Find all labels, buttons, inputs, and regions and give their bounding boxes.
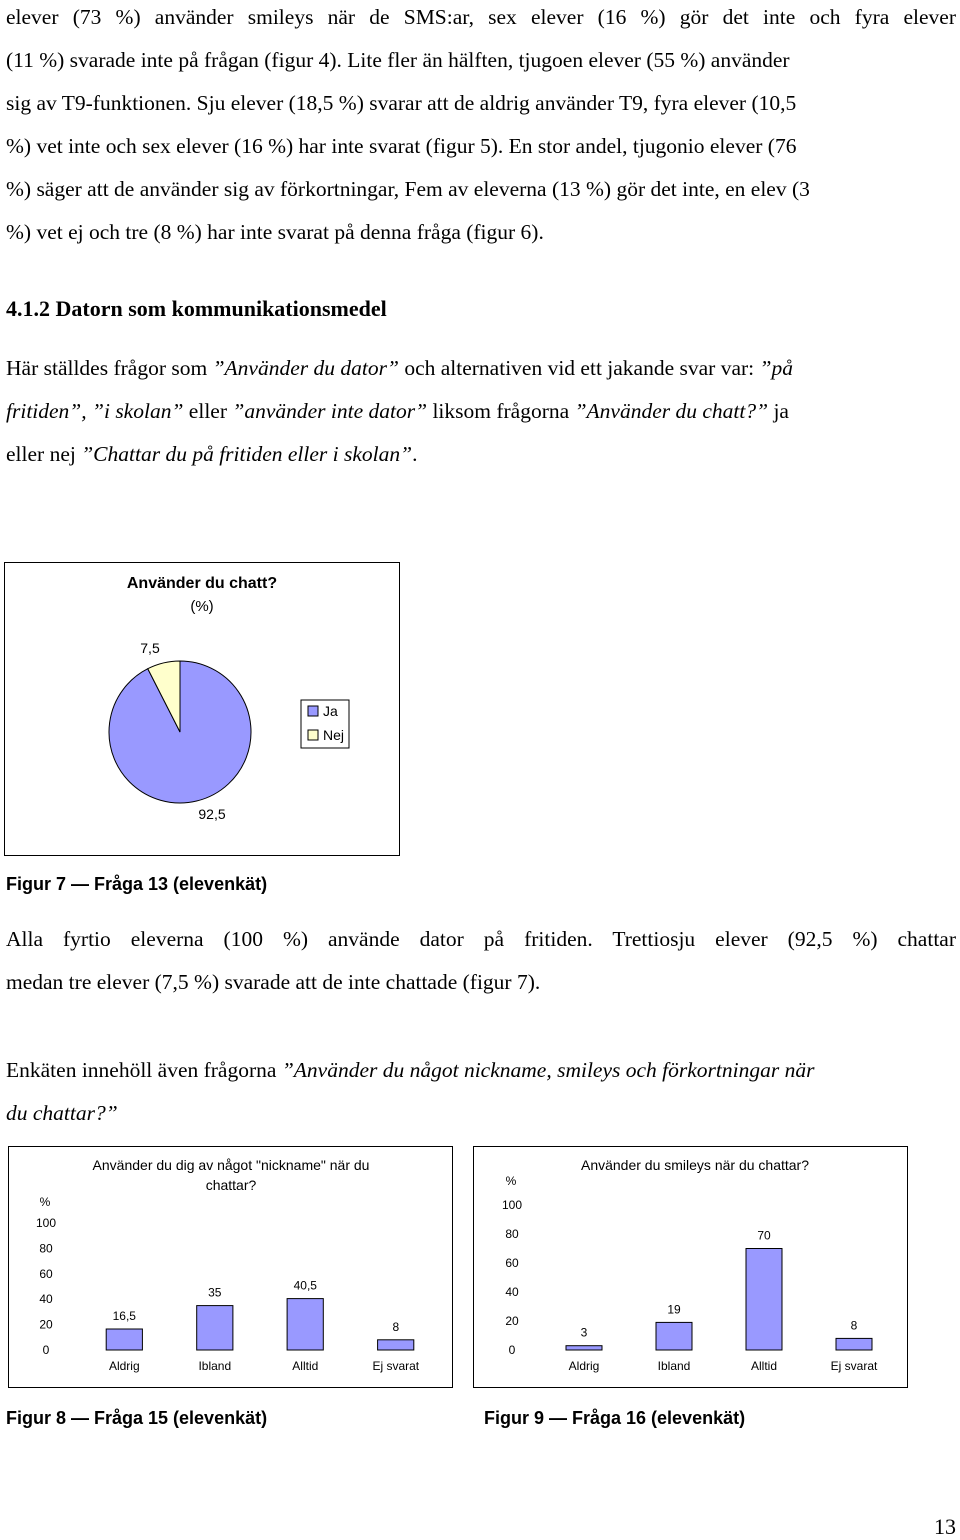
legend-swatch-nej [308,730,318,740]
text-span: och alternativen vid ett jakande svar var: [398,356,760,380]
text-line [6,433,956,476]
text-span: liksom frågorna [427,399,575,423]
legend-swatch-ja [308,706,318,716]
legend-label-nej: Nej [323,727,345,743]
text-span: Här ställdes frågor som [6,356,213,380]
text-line: (11 %) svarade inte på frågan (figur 4). Lite fler än hälften, tjugoen elever (55 %) använder [6,48,790,72]
category-label: Alltid [750,1359,778,1373]
category-label: Aldrig [568,1359,600,1373]
data-label-nej: 7,5 [140,640,160,656]
bar-value-label: 16,5 [112,1309,136,1323]
survey-paragraph [6,1049,956,1135]
bar-ej-svarat [378,1340,414,1350]
text-span: eller nej [6,442,82,466]
figure9-chart [473,1146,908,1388]
y-axis-label: % [505,1174,517,1188]
italic-quote: ”Använder du chatt?” [574,399,769,423]
bar-aldrig [566,1346,602,1350]
italic-quote: ”på [759,356,793,380]
italic-quote: du chattar?” [6,1101,118,1125]
bar-alltid [287,1299,323,1350]
text-line: Alla fyrtio eleverna (100 %) använde dator på fritiden. Trettiosju elever (92,5 %) chattar [6,927,956,951]
italic-quote: ”Använder du dator” [212,356,399,380]
chart-title: Använder du chatt? [126,575,278,592]
y-tick-label: 60 [505,1256,519,1270]
y-tick-label: 0 [42,1343,50,1357]
figure8-caption: Figur 8 — Fråga 15 (elevenkät) [6,1408,268,1428]
y-tick-label: 80 [505,1227,519,1241]
bar-value-label: 70 [757,1228,771,1243]
text-line: %) vet inte och sex elever (16 %) har inte svarat (figur 5). En stor andel, tjugonio elever (76 [6,134,797,158]
italic-quote: ”använder inte dator” [232,399,428,423]
bar-aldrig [106,1329,142,1350]
text-span: eller [183,399,233,423]
data-label-ja: 92,5 [198,806,226,822]
chart-title: Använder du smileys när du chattar? [580,1157,810,1173]
text-line [6,1092,956,1135]
bar-marks [502,1198,878,1373]
y-tick-label: 20 [505,1314,519,1328]
chart-title-line2: chattar? [205,1177,257,1193]
text-line: %) säger att de använder sig av förkortningar, Fem av eleverna (13 %) gör det inte, en elev (3 [6,177,810,201]
bar-value-label: 35 [208,1285,222,1300]
text-span: Enkäten innehöll även frågorna [6,1058,282,1082]
pie-chart [5,563,399,855]
y-tick-label: 20 [39,1317,53,1332]
bar-value-label: 19 [667,1302,681,1317]
text-line: elever (73 %) använder smileys när de SMS:ar, sex elever (16 %) gör det inte och fyra elever [6,5,956,29]
text-line [6,1049,956,1092]
bar-value-label: 8 [850,1318,858,1333]
chart-title-line1: Använder du dig av något "nickname" när du [92,1157,370,1173]
figure9-caption: Figur 9 — Fråga 16 (elevenkät) [484,1408,746,1428]
text-span: ja [768,399,789,423]
category-label: Ej svarat [372,1359,420,1373]
y-tick-label: 40 [39,1292,53,1307]
bar-value-label: 8 [392,1319,400,1334]
text-line [6,347,956,390]
bar-ibland [197,1306,233,1350]
category-label: Ej svarat [830,1359,878,1373]
method-paragraph [6,347,956,476]
figure7-chart [4,562,400,856]
text-line: sig av T9-funktionen. Sju elever (18,5 %) svarar att de aldrig använder T9, fyra elever (10,5 [6,91,797,115]
text-line: %) vet ej och tre (8 %) har inte svarat på denna fråga (figur 6). [6,220,544,244]
bar-value-label: 3 [580,1325,588,1340]
y-tick-label: 40 [505,1285,519,1299]
category-label: Ibland [198,1359,232,1373]
bar-ibland [656,1322,692,1350]
bar-alltid [746,1249,782,1351]
bar-chart-smileys [474,1147,907,1387]
text-line: medan tre elever (7,5 %) svarade att de inte chattade (figur 7). [6,970,541,994]
y-tick-label: 100 [35,1216,57,1230]
bar-marks [36,1216,420,1373]
y-tick-label: 100 [501,1198,523,1212]
page-number: 13 [934,1514,956,1539]
results-paragraph [6,918,956,1004]
bar-chart-nickname [9,1147,452,1387]
y-tick-label: 0 [508,1343,516,1357]
category-label: Ibland [657,1359,691,1373]
italic-quote: ”Använder du något nickname, smileys och förkortningar när [281,1058,815,1082]
pie-slices [109,661,251,803]
category-label: Alltid [292,1359,319,1373]
intro-paragraph [6,0,956,254]
y-axis-label: % [39,1195,51,1209]
text-span: . [412,442,418,466]
figure7-caption: Figur 7 — Fråga 13 (elevenkät) [6,874,268,894]
bar-value-label: 40,5 [293,1278,317,1293]
y-tick-label: 60 [39,1266,53,1281]
italic-quote: fritiden”, ”i skolan” [6,399,184,423]
y-tick-label: 80 [39,1241,53,1256]
category-label: Aldrig [108,1359,140,1373]
section-heading: 4.1.2 Datorn som kommunikationsmedel [6,296,387,321]
legend-label-ja: Ja [323,703,338,719]
legend [301,700,349,748]
italic-quote: ”Chattar du på fritiden eller i skolan” [81,442,413,466]
text-line [6,390,956,433]
bar-ej-svarat [836,1338,872,1350]
chart-subtitle: (%) [190,598,214,615]
figure8-chart [8,1146,453,1388]
